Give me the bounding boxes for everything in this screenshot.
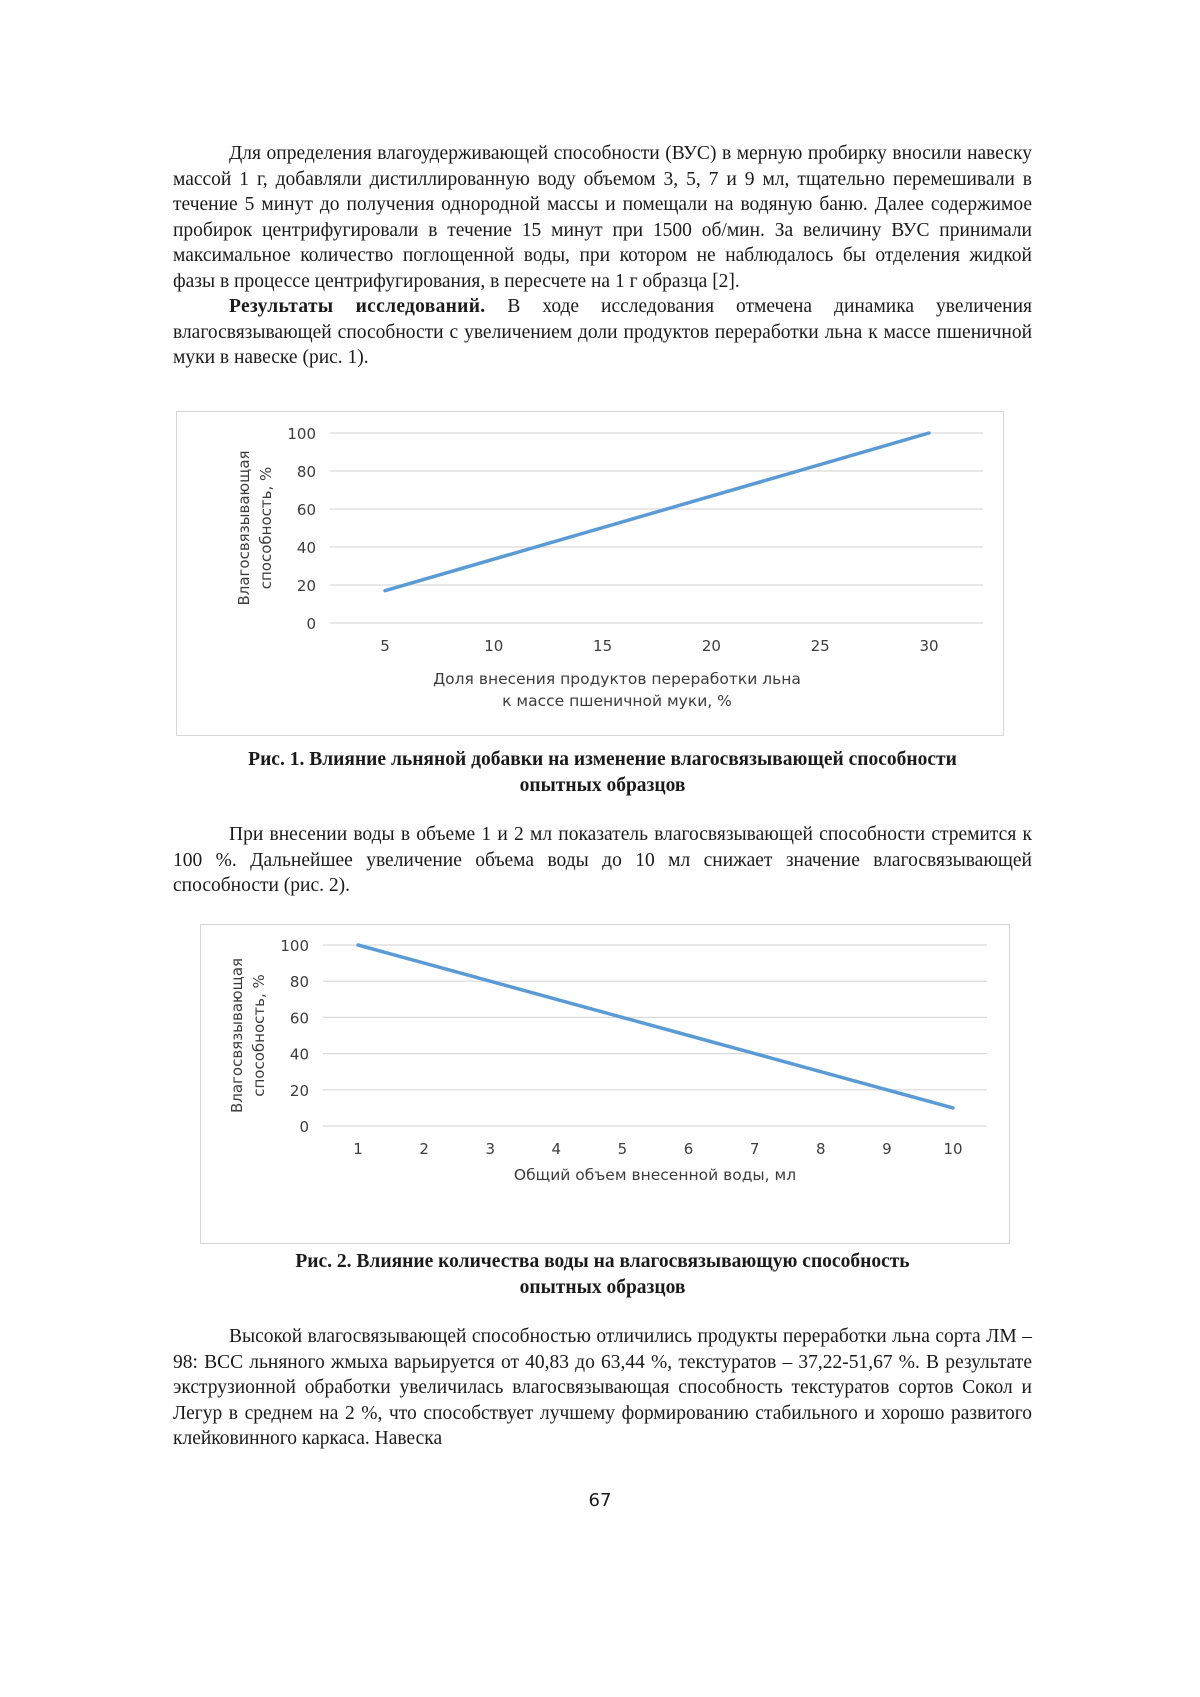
chart2-x-tick-label: 6 [683, 1140, 694, 1158]
results-heading: Результаты исследований. [229, 296, 486, 317]
chart1-x-tick-label: 30 [919, 637, 939, 655]
chart2-x-tick-label: 2 [419, 1140, 429, 1158]
chart1-y-tick-label: 80 [296, 463, 316, 481]
chart1-x-tick-label: 10 [484, 637, 504, 655]
paragraph-conclusion [173, 1324, 1032, 1452]
chart2-y-tick-label: 100 [280, 937, 309, 955]
figure-2-caption-line2: опытных образцов [519, 1276, 686, 1298]
chart1-x-axis-label: Доля внесения продуктов переработки льна [433, 670, 801, 688]
chart1-x-axis-label: к массе пшеничной муки, % [502, 692, 732, 710]
chart1-x-tick-label: 15 [593, 637, 613, 655]
figure-1-caption [173, 747, 1032, 798]
chart2-y-axis-label: способность, % [250, 974, 268, 1097]
page-number: 67 [588, 1490, 612, 1511]
figure-2-caption [173, 1249, 1032, 1300]
chart2-x-tick-label: 8 [816, 1140, 826, 1158]
chart2-y-axis-label: Влагосвязывающая [228, 957, 246, 1114]
chart2-x-tick-label: 4 [551, 1140, 562, 1158]
chart2-x-axis-label: Общий объем внесенной воды, мл [513, 1166, 797, 1184]
figure-1-caption-line1: Рис. 1. Влияние льняной добавки на изменение влагосвязывающей способности [248, 749, 957, 770]
figure-2-svg [201, 925, 1009, 1243]
chart1-y-axis-label: Влагосвязывающая [235, 450, 253, 606]
chart2-x-tick-label: 7 [749, 1140, 760, 1158]
results-paragraph [173, 294, 1032, 371]
chart2-y-tick-label: 60 [289, 1009, 309, 1028]
paragraph-methods [173, 141, 1032, 371]
chart2-x-tick-label: 5 [617, 1140, 628, 1158]
chart1-x-tick-label: 20 [701, 637, 721, 655]
chart2-y-tick-label: 40 [289, 1045, 309, 1064]
chart1-x-tick-label: 5 [380, 637, 390, 655]
chart2-x-tick-label: 10 [943, 1140, 963, 1158]
water-text: При внесении воды в объеме 1 и 2 мл показатель влагосвязывающей способности стремится к 100 %. Дальнейшее увеличение объема воды до 10 мл снижает значение влагосвязывающей способности (рис. 2). [173, 824, 1032, 896]
chart2-y-tick-label: 0 [299, 1118, 309, 1136]
figure-1-caption-line2: опытных образцов [519, 774, 686, 796]
chart1-y-tick-label: 0 [306, 615, 316, 633]
figure-2-chart [200, 924, 1010, 1244]
chart1-y-tick-label: 20 [296, 577, 316, 595]
chart1-y-tick-label: 40 [296, 539, 316, 557]
chart2-series-line [358, 945, 953, 1108]
results-text: В ходе исследования отмечена динамика увеличения влагосвязывающей способности с увеличением доли продуктов переработки льна к массе пшеничной муки в навеске (рис. 1). [173, 296, 1032, 368]
chart1-y-axis-label: способность, % [257, 466, 275, 590]
chart2-x-tick-label: 3 [485, 1140, 495, 1158]
paragraph-water [173, 822, 1032, 899]
methods-text: Для определения влагоудерживающей способности (ВУС) в мерную пробирку вносили навеску массой 1 г, добавляли дистиллированную воду объемом 3, 5, 7 и 9 мл, тщательно перемешивали в течение 5 минут до получения однородной массы и помещали на водяную баню. Далее содержимое пробирок центрифугировали в течение 15 минут при 1500 об/мин. За величину ВУС принимали максимальное количество поглощенной воды, при котором не наблюдалось бы отделения жидкой фазы в процессе центрифугирования, в пересчете на 1 г образца [2]. [173, 143, 1032, 292]
chart2-x-tick-label: 9 [882, 1140, 892, 1158]
chart2-x-tick-label: 1 [353, 1140, 363, 1158]
chart2-y-tick-label: 20 [289, 1081, 309, 1100]
chart1-y-tick-label: 100 [287, 425, 316, 443]
chart1-series-line [385, 433, 929, 591]
chart2-y-tick-label: 80 [289, 973, 309, 992]
figure-1-svg [177, 412, 1003, 735]
chart1-y-tick-label: 60 [296, 501, 316, 519]
figure-1-chart [176, 411, 1004, 736]
conclusion-text: Высокой влагосвязывающей способностью отличились продукты переработки льна сорта ЛМ – 98: ВСС льняного жмыха варьируется от 40,83 до 63,44 %, текстуратов – 37,22-51,67 %. В результате экструзионной обработки увеличилась влагосвязывающая способность текстуратов сортов Сокол и Легур в среднем на 2 %, что способствует лучшему формированию стабильного и хорошо развитого клейковинного каркаса. Навеска [173, 1326, 1032, 1449]
figure-2-caption-line1: Рис. 2. Влияние количества воды на влагосвязывающую способность [295, 1251, 910, 1272]
chart1-x-tick-label: 25 [810, 637, 830, 655]
